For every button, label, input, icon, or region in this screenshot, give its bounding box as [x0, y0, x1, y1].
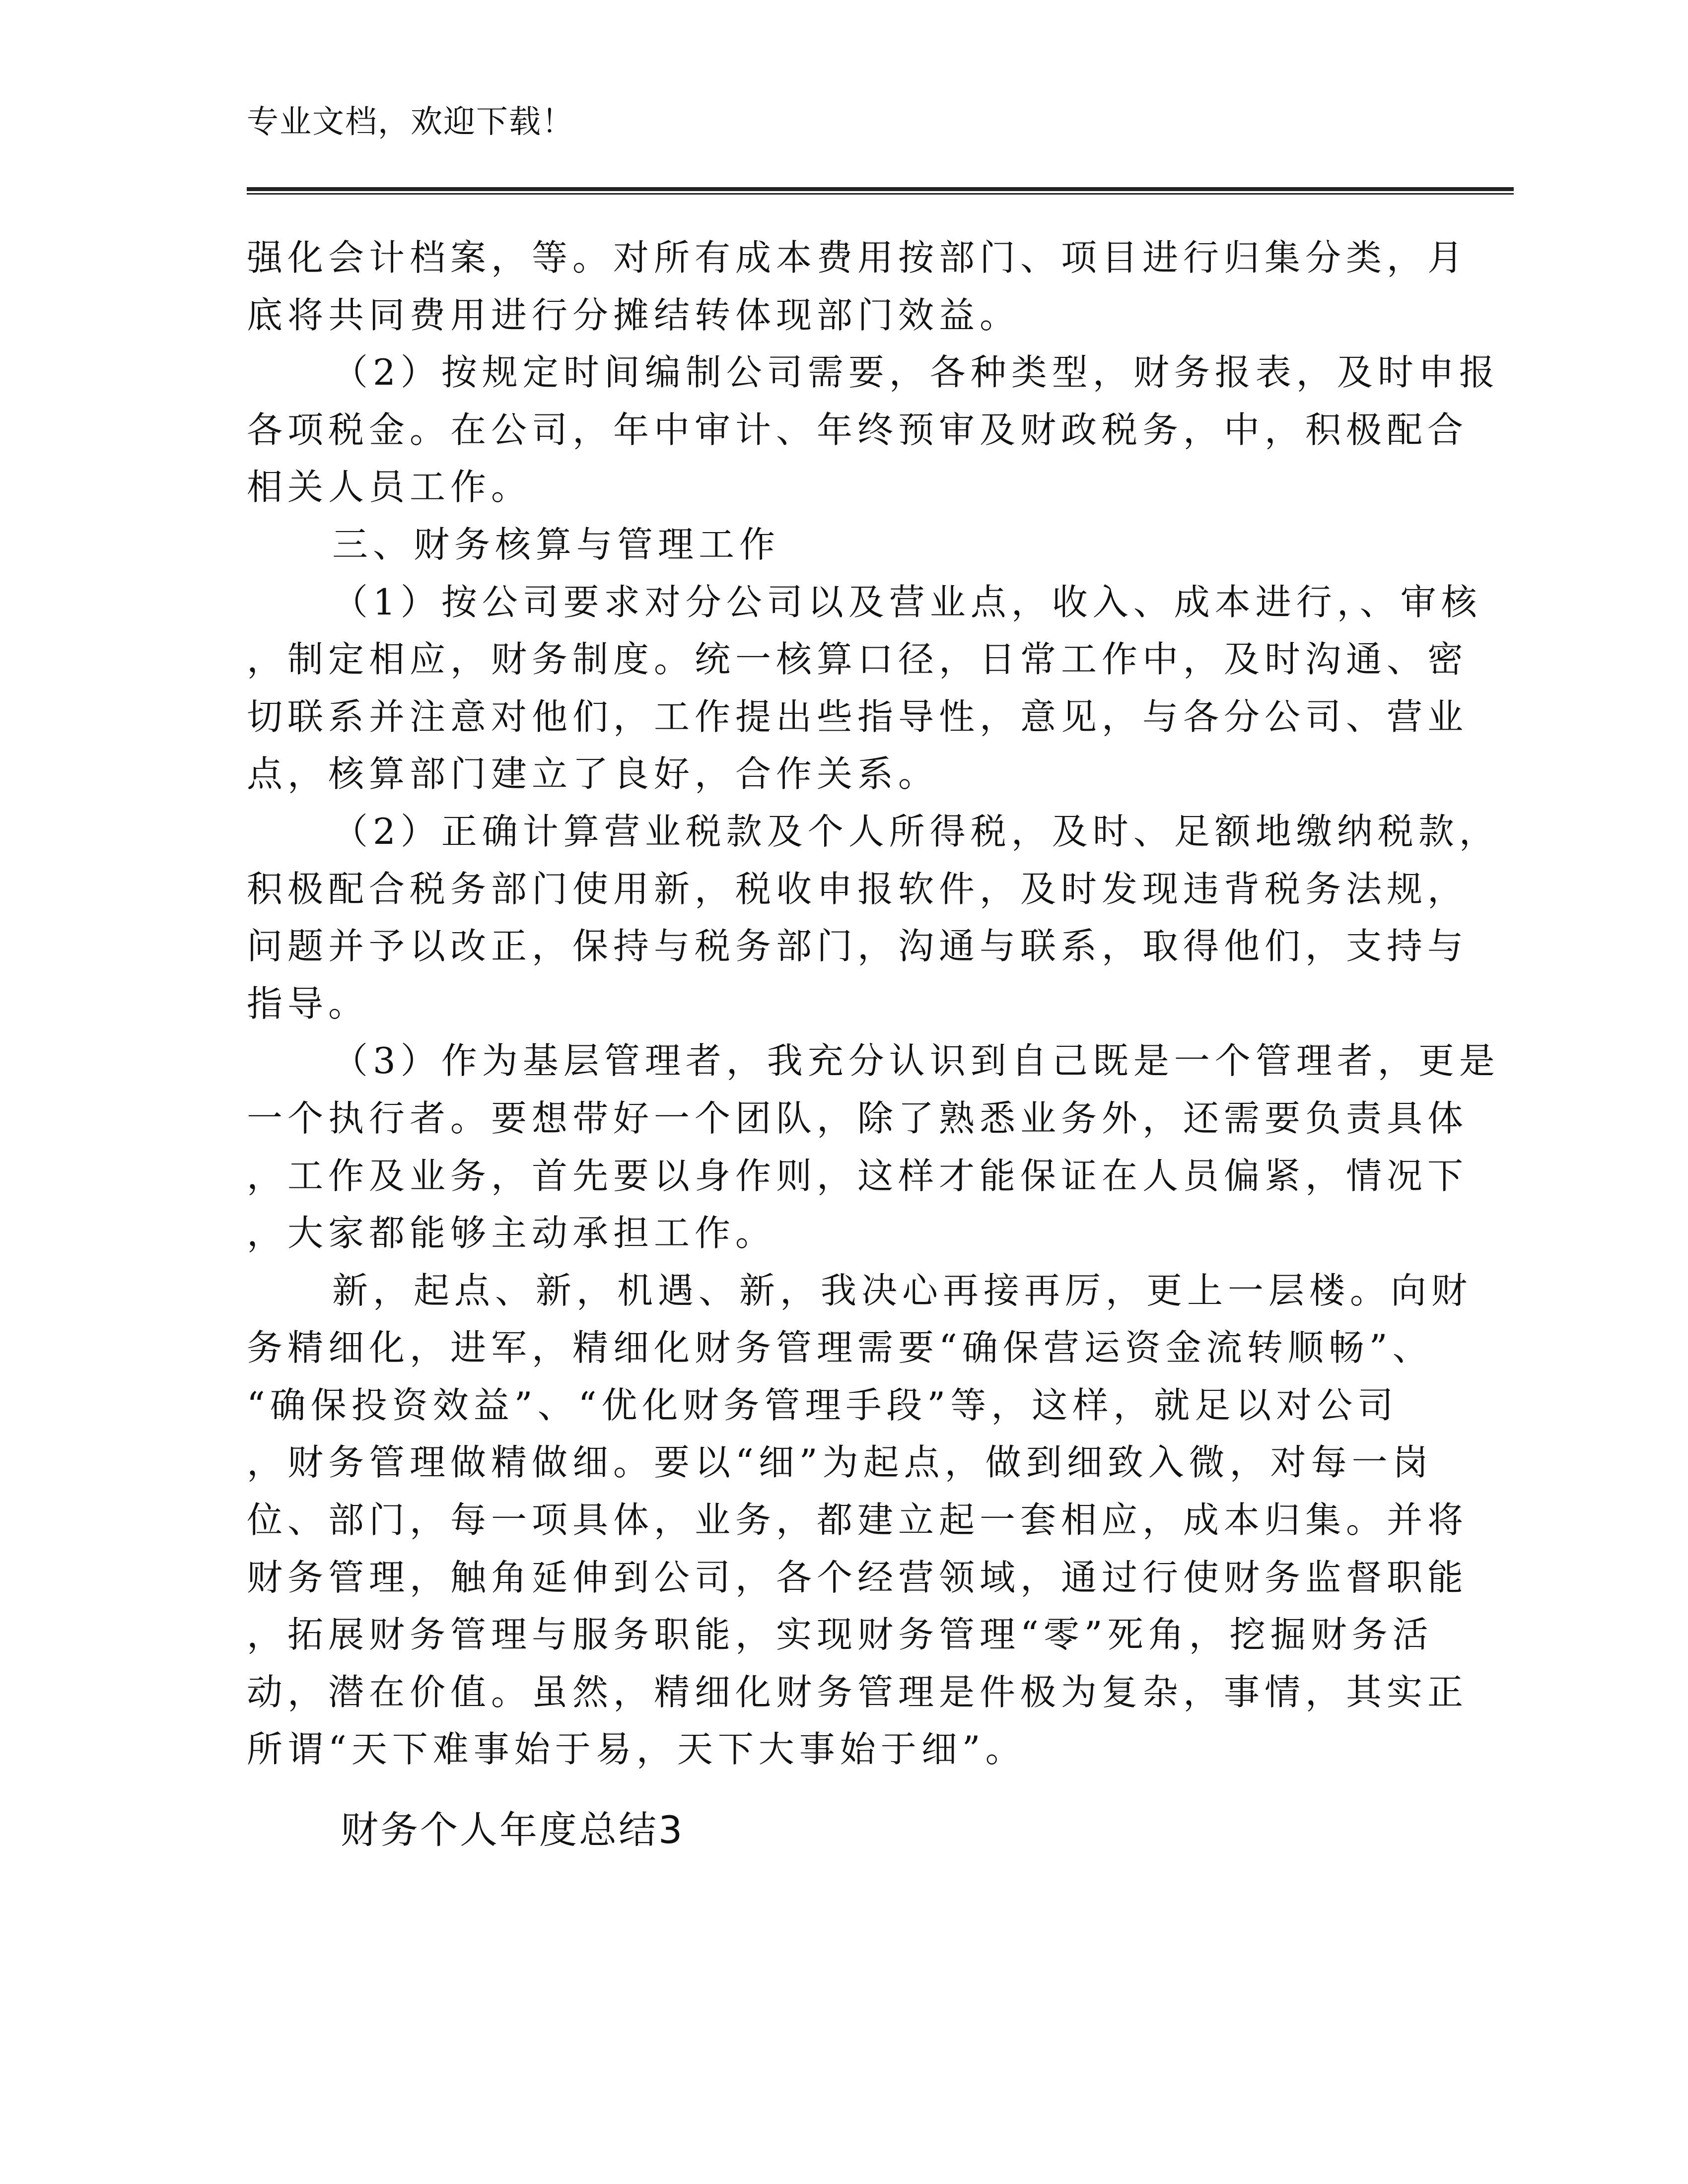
header-divider-thin — [247, 193, 1514, 195]
body-line: 所谓“天下难事始于易，天下大事始于细”。 — [247, 1728, 1026, 1771]
body-line: ，拓展财务管理与服务职能，实现财务管理“零”死角，挖掘财务活 — [247, 1614, 1433, 1656]
body-line: ，制定相应，财务制度。统一核算口径，日常工作中，及时沟通、密 — [247, 638, 1469, 681]
body-line: 切联系并注意对他们，工作提出些指导性，意见，与各分公司、营业 — [247, 695, 1469, 738]
body-line: 一个执行者。要想带好一个团队，除了熟悉业务外，还需要负责具体 — [247, 1097, 1469, 1139]
body-line: ，大家都能够主动承担工作。 — [247, 1212, 776, 1254]
body-line: 积极配合税务部门使用新，税收申报软件，及时发现违背税务法规， — [247, 868, 1469, 910]
body-line: 强化会计档案，等。对所有成本费用按部门、项目进行归集分类，月 — [247, 237, 1469, 278]
body-line: 位、部门，每一项具体，业务，都建立起一套相应，成本归集。并将 — [247, 1499, 1469, 1541]
body-line: 指导。 — [247, 982, 369, 1024]
body-line: 新，起点、新，机遇、新，我决心再接再厉，更上一层楼。向财 — [332, 1269, 1473, 1311]
body-line: 点，核算部门建立了良好，合作关系。 — [247, 753, 939, 795]
body-line: 相关人员工作。 — [247, 466, 532, 508]
body-line: “确保投资效益”、“优化财务管理手段”等，这样，就足以对公司 — [247, 1384, 1399, 1426]
body-line: 各项税金。在公司，年中审计、年终预审及财政税务，中，积极配合 — [247, 409, 1469, 451]
header-divider — [247, 187, 1514, 197]
body-line: （2）正确计算营业税款及个人所得税，及时、足额地缴纳税款， — [332, 810, 1500, 852]
body-line: 问题并予以改正，保持与税务部门，沟通与联系，取得他们，支持与 — [247, 925, 1469, 967]
body-line: ，工作及业务，首先要以身作则，这样才能保证在人员偏紧，情况下 — [247, 1155, 1469, 1197]
body-line: 三、财务核算与管理工作 — [332, 523, 780, 565]
document-body — [247, 229, 1500, 1778]
page-header: 专业文档，欢迎下载！ — [247, 104, 574, 140]
body-line: （3）作为基层管理者，我充分认识到自己既是一个管理者，更是 — [332, 1040, 1500, 1082]
body-line: （2）按规定时间编制公司需要，各种类型，财务报表，及时申报 — [332, 351, 1500, 394]
body-line: 财务管理，触角延伸到公司，各个经营领域，通过行使财务监督职能 — [247, 1556, 1469, 1598]
body-line: （1）按公司要求对分公司以及营业点，收入、成本进行，、审核 — [332, 581, 1482, 623]
body-line: 动，潜在价值。虽然，精细化财务管理是件极为复杂，事情，其实正 — [247, 1671, 1469, 1713]
body-line: ，财务管理做精做细。要以“细”为起点，做到细致入微，对每一岗 — [247, 1441, 1433, 1484]
body-line: 底将共同费用进行分摊结转体现部门效益。 — [247, 294, 1021, 336]
body-line: 务精细化，进军，精细化财务管理需要“确保营运资金流转顺畅”、 — [247, 1327, 1433, 1369]
header-divider-thick — [247, 187, 1514, 191]
section-heading: 财务个人年度总结3 — [341, 1808, 685, 1852]
